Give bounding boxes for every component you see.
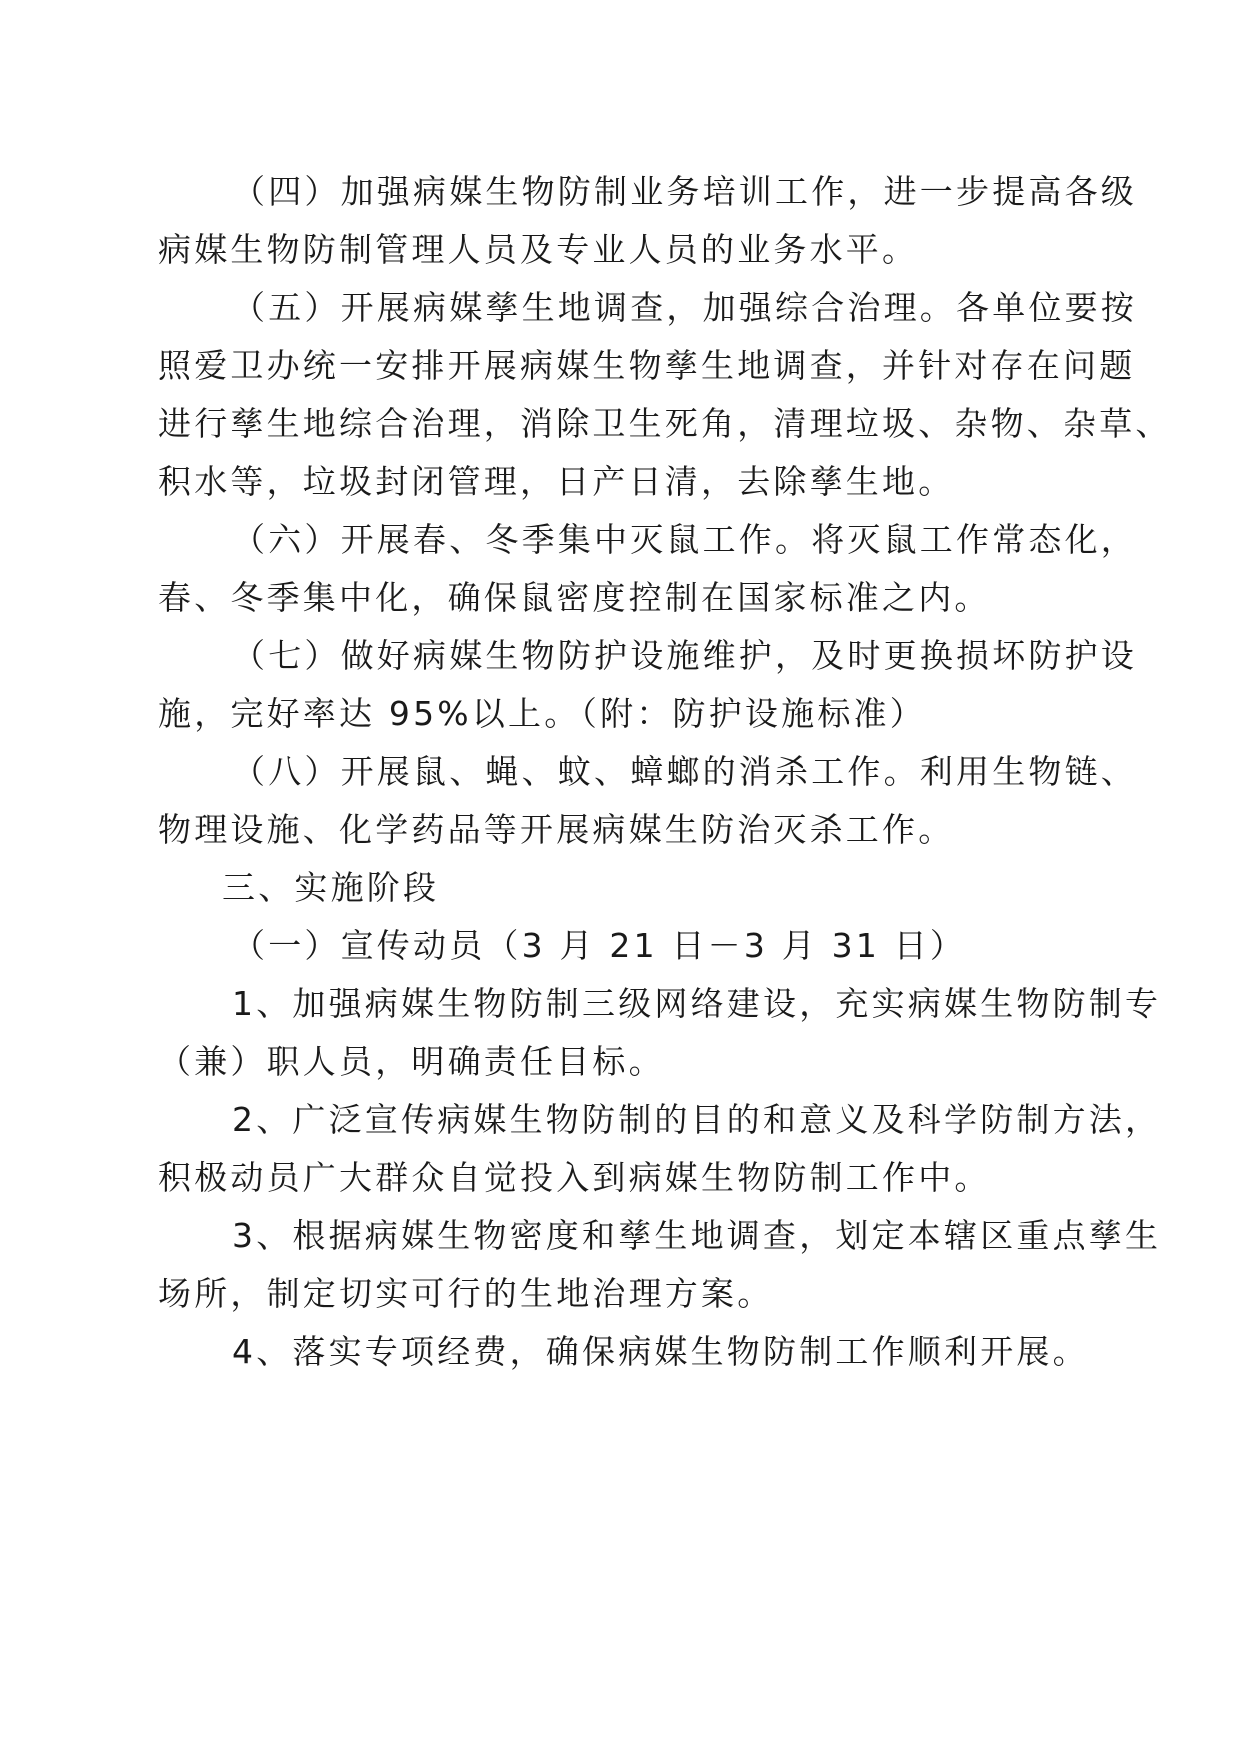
item-2-line-2: 积极动员广大群众自觉投入到病媒生物防制工作中。 [158,1158,991,1197]
paragraph-5-line-4: 积水等，垃圾封闭管理，日产日清，去除孳生地。 [158,462,955,501]
item-4-line-1: 4、落实专项经费，确保病媒生物防制工作顺利开展。 [232,1332,1089,1371]
item-3-line-1: 3、根据病媒生物密度和孳生地调查，划定本辖区重点孳生 [232,1216,1162,1255]
paragraph-8-line-2: 物理设施、化学药品等开展病媒生防治灭杀工作。 [158,810,955,849]
item-1-line-1: 1、加强病媒生物防制三级网络建设，充实病媒生物防制专 [232,984,1162,1023]
paragraph-5-line-3: 进行孳生地综合治理，消除卫生死角，清理垃圾、杂物、杂草、 [158,404,1172,443]
item-1-line-2: （兼）职人员，明确责任目标。 [158,1042,665,1081]
subsection-heading: （一）宣传动员（3 月 21 日－3 月 31 日） [232,926,967,965]
paragraph-6-line-2: 春、冬季集中化，确保鼠密度控制在国家标准之内。 [158,578,991,617]
paragraph-5-line-2: 照爱卫办统一安排开展病媒生物孳生地调查，并针对存在问题 [158,346,1136,385]
paragraph-4-line-2: 病媒生物防制管理人员及专业人员的业务水平。 [158,230,919,269]
paragraph-7-line-1: （七）做好病媒生物防护设施维护，及时更换损坏防护设 [232,636,1137,675]
paragraph-5-line-1: （五）开展病媒孳生地调查，加强综合治理。各单位要按 [232,288,1137,327]
paragraph-7-line-2: 施，完好率达 95%以上。（附：防护设施标准） [158,694,926,733]
paragraph-4-line-1: （四）加强病媒生物防制业务培训工作，进一步提高各级 [232,172,1137,211]
paragraph-8-line-1: （八）开展鼠、蝇、蚊、蟑螂的消杀工作。利用生物链、 [232,752,1137,791]
paragraph-6-line-1: （六）开展春、冬季集中灭鼠工作。将灭鼠工作常态化， [232,520,1137,559]
item-2-line-1: 2、广泛宣传病媒生物防制的目的和意义及科学防制方法， [232,1100,1162,1139]
section-heading: 三、实施阶段 [222,868,440,907]
item-3-line-2: 场所，制定切实可行的生地治理方案。 [158,1274,774,1313]
